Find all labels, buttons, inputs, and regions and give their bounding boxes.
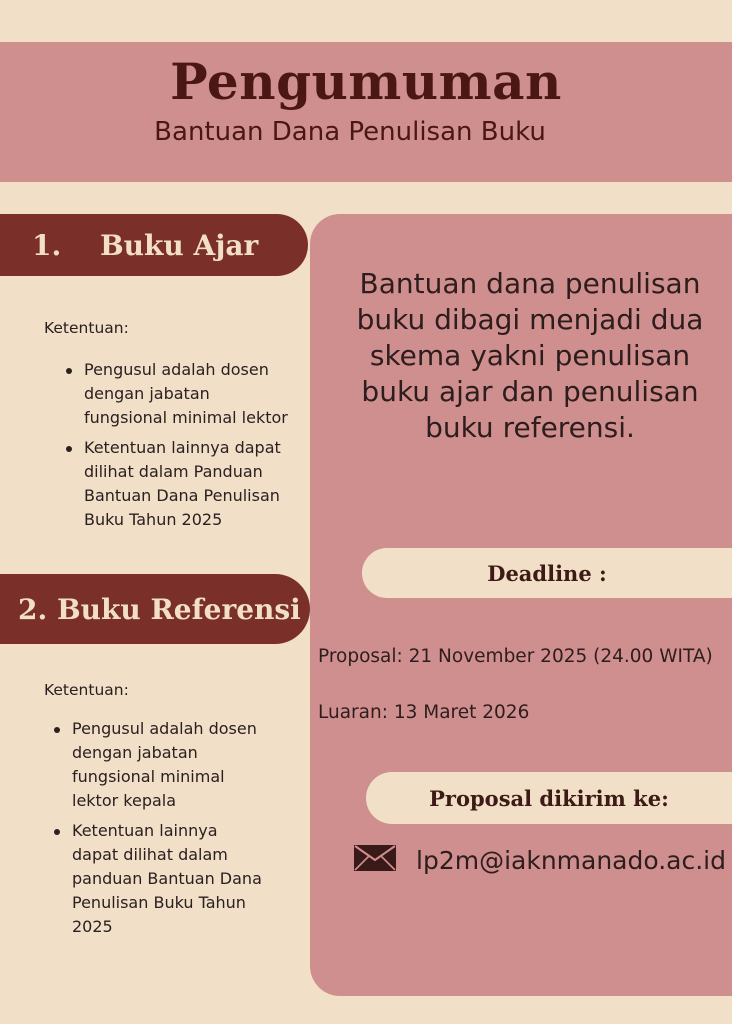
submit-heading: Proposal dikirim ke: (366, 772, 732, 824)
list-item: Pengusul adalah dosen dengan jabatan fungsional minimal lektor (64, 358, 289, 430)
page-title: Pengumuman (170, 52, 562, 111)
ketentuan-label-2: Ketentuan: (44, 681, 129, 699)
envelope-icon (353, 844, 397, 872)
list-item: Ketentuan lainnya dapat dilihat dalam panduan Bantuan Dana Penulisan Buku Tahun 2025 (52, 819, 267, 939)
section-heading-buku-referensi (0, 574, 310, 644)
section-number: 1. (32, 228, 62, 262)
list-item: Pengusul adalah dosen dengan jabatan fungsional minimal lektor kepala (52, 717, 267, 813)
list-item: Ketentuan lainnya dapat dilihat dalam Panduan Bantuan Dana Penulisan Buku Tahun 2025 (64, 436, 289, 532)
email-address[interactable]: lp2m@iaknmanado.ac.id (416, 846, 726, 875)
ketentuan-list-2 (52, 717, 267, 945)
ketentuan-label-1: Ketentuan: (44, 319, 129, 337)
deadline-heading: Deadline : (362, 548, 732, 598)
proposal-deadline: Proposal: 21 November 2025 (24.00 WITA) (318, 646, 713, 667)
section-title: 2. Buku Referensi (18, 592, 301, 626)
section-heading-buku-ajar (0, 214, 308, 276)
intro-text: Bantuan dana penulisan buku dibagi menjadi dua skema yakni penulisan buku ajar dan penulisan buku referensi. (356, 267, 704, 444)
ketentuan-list-1 (64, 358, 289, 538)
luaran-deadline: Luaran: 13 Maret 2026 (318, 702, 530, 723)
page-subtitle: Bantuan Dana Penulisan Buku (154, 117, 546, 147)
section-title: Buku Ajar (100, 228, 259, 262)
